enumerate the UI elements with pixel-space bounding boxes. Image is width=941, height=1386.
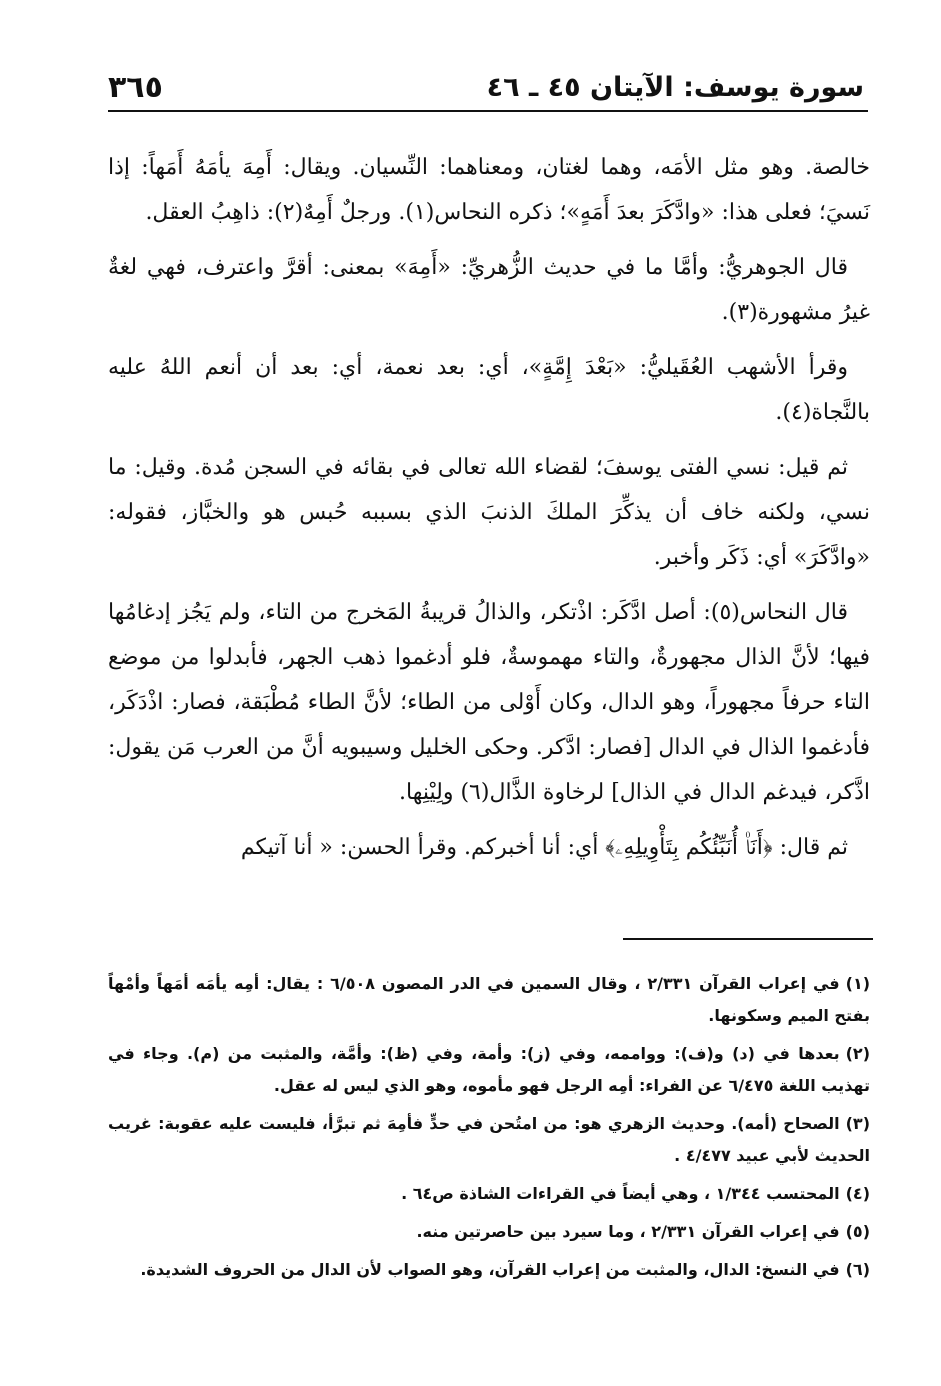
footnote-text: في إعراب القرآن ٢/٣٣١ ، وقال السمين في الدر المصون ٦/٥٠٨ : يقال: أمِه يأمَه أمَهاً وأمْهاً بفتح الميم وسكونها. [108,974,870,1025]
footnote-text: الصحاح (أمه). وحديث الزهري هو: من امتُحن في حدٍّ فأمِهَ ثم تبرَّأ، فليست عليه عقوبة: غريب الحديث لأبي عبيد ٤/٤٧٧ . [108,1114,870,1165]
footnote-separator [623,938,873,940]
footnotes [108,968,870,1292]
footnote [108,968,870,1032]
footnote-text: في النسخ: الدال، والمثبت من إعراب القرآن، وهو الصواب لأن الدال من الحروف الشديدة. [140,1260,840,1279]
paragraph-6: ثم قال: ﴿أَنَا۠ أُنَبِّئُكُم بِتَأْوِيلِهِۦ﴾ أي: أنا أخبركم. وقرأ الحسن: « أنا آتيكم [240,835,848,860]
footnote-number: (٢) [845,1044,870,1063]
footnote [108,1178,870,1210]
header-rule [108,110,868,112]
footnote [108,1254,870,1286]
footnote-text: في إعراب القرآن ٢/٣٣١ ، وما سيرد بين حاصرتين منه. [416,1222,840,1241]
footnote [108,1108,870,1172]
main-text [108,145,870,880]
footnote [108,1038,870,1102]
footnote-number: (٣) [845,1114,870,1133]
paragraph-3: وقرأ الأشهب العُقَيليُّ: «بَعْدَ إِمَّةٍ»، أي: بعد نعمة، أي: بعد أن أنعم اللهُ عليه بالنَّجاة(٤). [108,355,870,425]
footnote-number: (٥) [845,1222,870,1241]
paragraph-5: قال النحاس(٥): أصل ادَّكَر: اذْتكر، والذالُ قريبةُ المَخرج من التاء، ولم يَجُز إدغامُها فيها؛ لأنَّ الذال مجهورةٌ، والتاء مهموسةٌ، فلو أدغموا ذهب الجهر، فأبدلوا من موضع التاء حرفاً مجهوراً، وهو الدال، وكان أَوْلى من الطاء؛ لأنَّ الطاء مُطْبَقة، فصار: اذْدَكَر، فأدغموا الذال في الدال [فصار: ادَّكر. وحكى الخليل وسيبويه أنَّ من العرب مَن يقول: اذَّكر، فيدغم الدال في الذال] لرخاوة الذَّال(٦) ولِيْنِها. [108,600,870,805]
page-number: ٣٦٥ [108,70,163,105]
footnote-number: (٦) [845,1260,870,1279]
header-title: سورة يوسف: الآيتان ٤٥ ـ ٤٦ [486,72,864,103]
paragraph-2: قال الجوهريُّ: وأمَّا ما في حديث الزُّهريِّ: «أَمِهَ» بمعنى: أقرَّ واعترف، فهي لغةٌ غيرُ مشهورة(٣). [108,255,870,325]
paragraph-4: ثم قيل: نسي الفتى يوسفَ؛ لقضاء الله تعالى في بقائه في السجن مُدة. وقيل: ما نسي، ولكنه خاف أن يذكِّرَ الملكَ الذنبَ الذي بسببه حُبس هو والخبَّاز، فقوله: «وادَّكَرَ» أي: ذَكَر وأخبر. [108,455,870,570]
footnote-number: (١) [845,974,871,993]
footnote-number: (٤) [845,1184,870,1203]
page-header [108,68,868,118]
paragraph-1: خالصة. وهو مثل الأمَه، وهما لغتان، ومعناهما: النِّسيان. ويقال: أَمِهَ يأمَهُ أَمَهاً: إذا نَسيَ؛ فعلى هذا: «وادَّكَرَ بعدَ أَمَهٍ»؛ ذكره النحاس(١). ورجلٌ أَمِهٌ(٢): ذاهِبُ العقل. [108,155,870,225]
footnote-text: بعدها في (د) و(ف): وواممه، وفي (ز): وأمة، وفي (ظ): وأمَّة، والمثبت من (م). وجاء في تهذيب اللغة ٦/٤٧٥ عن الفراء: أمِه الرجل فهو مأموه، وهو الذي ليس له عقل. [108,1044,870,1095]
footnote [108,1216,870,1248]
footnote-text: المحتسب ١/٣٤٤ ، وهي أيضاً في القراءات الشاذة ص٦٤ . [401,1184,840,1203]
